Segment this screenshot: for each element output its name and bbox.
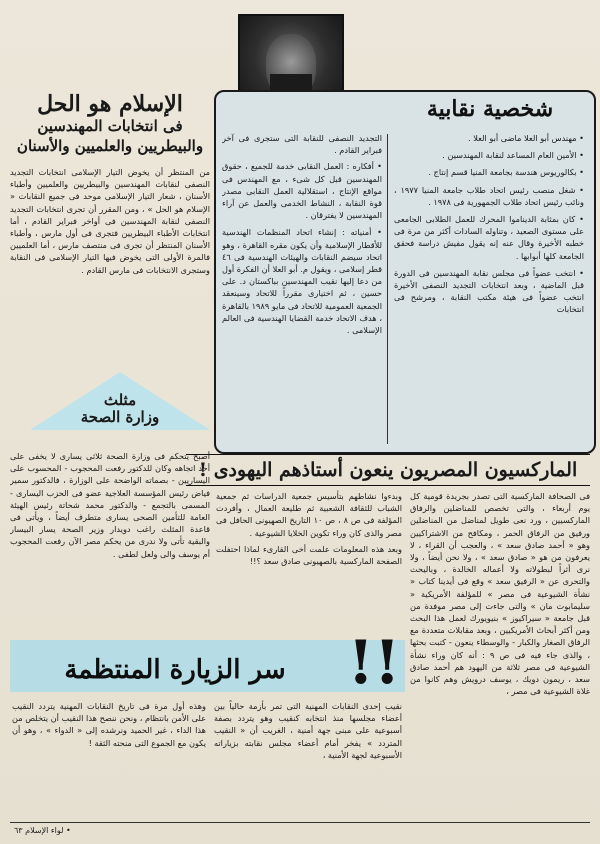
profile-text: التجديد النصفى للنقابة التى ستجرى فى آخر فبراير القادم . bbox=[222, 133, 382, 156]
page-footer: • لواء الإسلام ٦٣ bbox=[14, 826, 71, 835]
islam-headline-3: والبيطريين والعلميين والأسنان bbox=[16, 137, 204, 155]
profile-bullet: • الأمين العام المساعد لنقابة المهندسين . bbox=[394, 149, 584, 161]
visit-headline: سر الزيارة المنتظمة bbox=[64, 655, 286, 685]
islam-headline bbox=[10, 92, 210, 156]
profile-right-column bbox=[394, 132, 584, 447]
visit-body-right: نقيب إحدى النقابات المهنية التى تمر بأزمة حالياً بين أعضاء مجلسها منذ انتخابه كنقيب وهو يتردد بصفة أسبوعية على مبنى جهة أمنية ، الغريب أن « النقيب المتردد » يفخر أمام أعضاء مجلس نقابته بزياراته الأسبوعية لجهة الأمنية ، bbox=[214, 701, 402, 760]
islam-headline-2: فى انتخابات المهندسين bbox=[37, 117, 183, 135]
triangle-label-1: مثلث bbox=[103, 391, 137, 409]
visit-exclaim: !! bbox=[347, 628, 401, 698]
triangle-label bbox=[30, 392, 210, 426]
profile-divider bbox=[387, 134, 388, 444]
marxist-body-left-2: وبعد هذه المعلومات علمت أخى القارىء لماذا احتفلت الصفحة الماركسية بالصهيونى صادق سعد ؟!! bbox=[216, 543, 402, 567]
profile-bullet: • بكالوريوس هندسة بجامعة المنيا قسم إنتاج . bbox=[394, 166, 584, 178]
profile-title: شخصية نقابية bbox=[426, 96, 554, 122]
triangle-label-2: وزارة الصحة bbox=[80, 408, 160, 426]
profile-bullet: • كان بمثابة الديناموا المحرك للعمل الطلابى الجامعى على مستوى الصعيد ، وتناوله السادات أكثر من مرة فى خطبه الأخيرة وقال عنه إنه يقول مفيش دراسة فحقق الجامعة كلها أبوابها . bbox=[394, 213, 584, 262]
visit-body-left: وهذه أول مرة فى تاريخ النقابات المهنية يتردد النقيب على الأمن بانتظام ، ونحن ننصح هذا النقيب أن يتخلص من هذا الداء ، غير الحميد ونرشده إلى « الدواء » ، وهو أن يكون مع الجموع التى منحته الثقة ! bbox=[12, 701, 206, 748]
profile-ideas: • أفكاره : العمل النقابى خدمة للجميع ، حقوق المهندسين قبل كل شىء ، مع المهندس فى مواقع الإنتاج ، استقلالية العمل النقابى مصدر قوة النقابة ، النشاط الخدمى والعمل عن آراء المهندسين لا يفترقان . bbox=[222, 160, 382, 221]
profile-wishes: • أمنياته : إنشاء اتحاد المنظمات الهندسية للأقطار الإسلامية وأن يكون مقره القاهرة ، وهو اتحاد سيضم النقابات والهيئات الهندسية فى ٤٦ قطر إسلامى ، ويقول م. أبو العلا أن الفكرة أول من دعا إليها نقيب المهندسين بباكستان د. على حسين ، ثم اختيارى مقرراً للاتحاد وسينعقد الجمعية العمومية للاتحاد فى مايو ١٩٨٩ بالقاهرة ، هدف الاتحاد خدمة القضايا الهندسية فى العالم الإسلامى . bbox=[222, 226, 382, 336]
marxist-body-left bbox=[216, 490, 402, 630]
profile-bullet: • انتخب عضواً فى مجلس نقابة المهندسين فى الدورة قبل الماضية ، وبعد انتخابات التجديد النصفى الأخيرة انتخب عضواً فى هيئة مكتب النقابة ، ومرشح فى انتخابات bbox=[394, 267, 584, 316]
profile-bullet: • شغل منصب رئيس اتحاد طلاب جامعة المنيا ١٩٧٧ ، ونائب رئيس اتحاد طلاب الجمهورية فى ١٩٧٨ . bbox=[394, 184, 584, 208]
health-article-body: أصبح يتحكم فى وزارة الصحة ثلاثى يسارى لا يخفى على أحد اتجاهه وكان للدكتور رفعت المحجوب - المحسوب على اليساريين - بصماته الواضحة على الوزارة ، فالدكتور سمير فياض رئيس المؤسسة العلاجية عضو فى الحزب اليسارى - المسمى بالتجمع - والدكتور محمد شحاتة رئيس الهيئة العامة للتأمين الصحى يسارى متطرف أيضاً ، ويأتى فى قاعدة المثلث راغب دويدار وزير الصحة يسار البيسار والبقية تأتى ولا ندرى من يحكم مصر الآن رفعت المحجوب أم يوسف والى ولعل لطفى . bbox=[10, 451, 210, 559]
marxist-headline: الماركسيون المصريون ينعون أستاذهم اليهودى ! bbox=[186, 454, 590, 486]
profile-left-column bbox=[222, 132, 382, 444]
islam-article-body: من المنتظر أن يخوض التيار الإسلامى انتخابات التجديد النصفى لنقابات المهندسين والبيطريين والعلميين وأطباء الأسنان ، شعار التيار الإسلامى موحد فى جميع النقابات « الإسلام هو الحل » ، ومن المقرر أن تجرى انتخابات التجديد النصفى لنقابة المهندسين فى أواخر فبراير القادم ، أما انتخابات الأطباء البيطريين فتجرى فى أول مارس ، وأطباء الأسنان المنتظر أن تجرى فى منتصف مارس ، أما العلميين فالمرة الأولى التى يخوض فيها التيار الإسلامى فى النقابة وستجرى الانتخابات فى مارس القادم . bbox=[10, 167, 210, 275]
marxist-body-left-1: وبدءوا نشاطهم بتأسيس جمعية الدراسات ثم جمعية الشباب للثقافة الشعبية ثم طليعة العمال ، وأفردت المؤلفة فى ص ٨ ، ص ١٠ التاريخ الصهيونى الحافل فى مصر والذى كان وراء تكوين الخلايا الشيوعية . bbox=[216, 491, 402, 538]
marxist-body-right: فى الصحافة الماركسية التى تصدر بجريدة قومية كل يوم أربعاء ، والتى تخصص للمناضلين والرفاق الماركسيين ، ورد نعى طويل لمناضل من المناضلين ورفيق من الرفاق الحمر ، ومكافح من الاشتراكيين وهو « أحمد صادق سعد » ، والعجب أن القراء ، لا يعرفون من هو « صادق سعد » ، ولا نحن أيضاً ، ولا نرى أثراً لبطولاته ولا أعماله الخالدة ، وباليحث والتحرى عن « الرفيق سعد » وقع فى أيدينا كتاب « نشأة الشيوعية فى مصر » للمؤلفة الأمريكية « سليمابوت مان » والتى جاءت إلى مصر موفدة من قبل جامعة « سيراكيوز » بنيويورك لعمل هذا البحث ومن أكثر أبحاث الأمريكيين ، وبعد مقابلات متعددة مع الرفاق الصغار والكبار - والوسطاء ينعون - كتبت بحثها ، والذى جاء فيه فى ص ٩ : أنه كان وراء نشأة الشيوعية فى مصر ثلاثة من اليهود هم أحمد صادق سعد ، ريمون دويك ، يوسف درويش وهم كانوا من غلاة الشيوعية فى مصر ، bbox=[410, 491, 590, 697]
profile-bullet: • مهندس أبو العلا ماضى أبو العلا . bbox=[394, 132, 584, 144]
footer-rule bbox=[10, 822, 590, 823]
islam-headline-1: الإسلام هو الحل bbox=[37, 91, 183, 117]
